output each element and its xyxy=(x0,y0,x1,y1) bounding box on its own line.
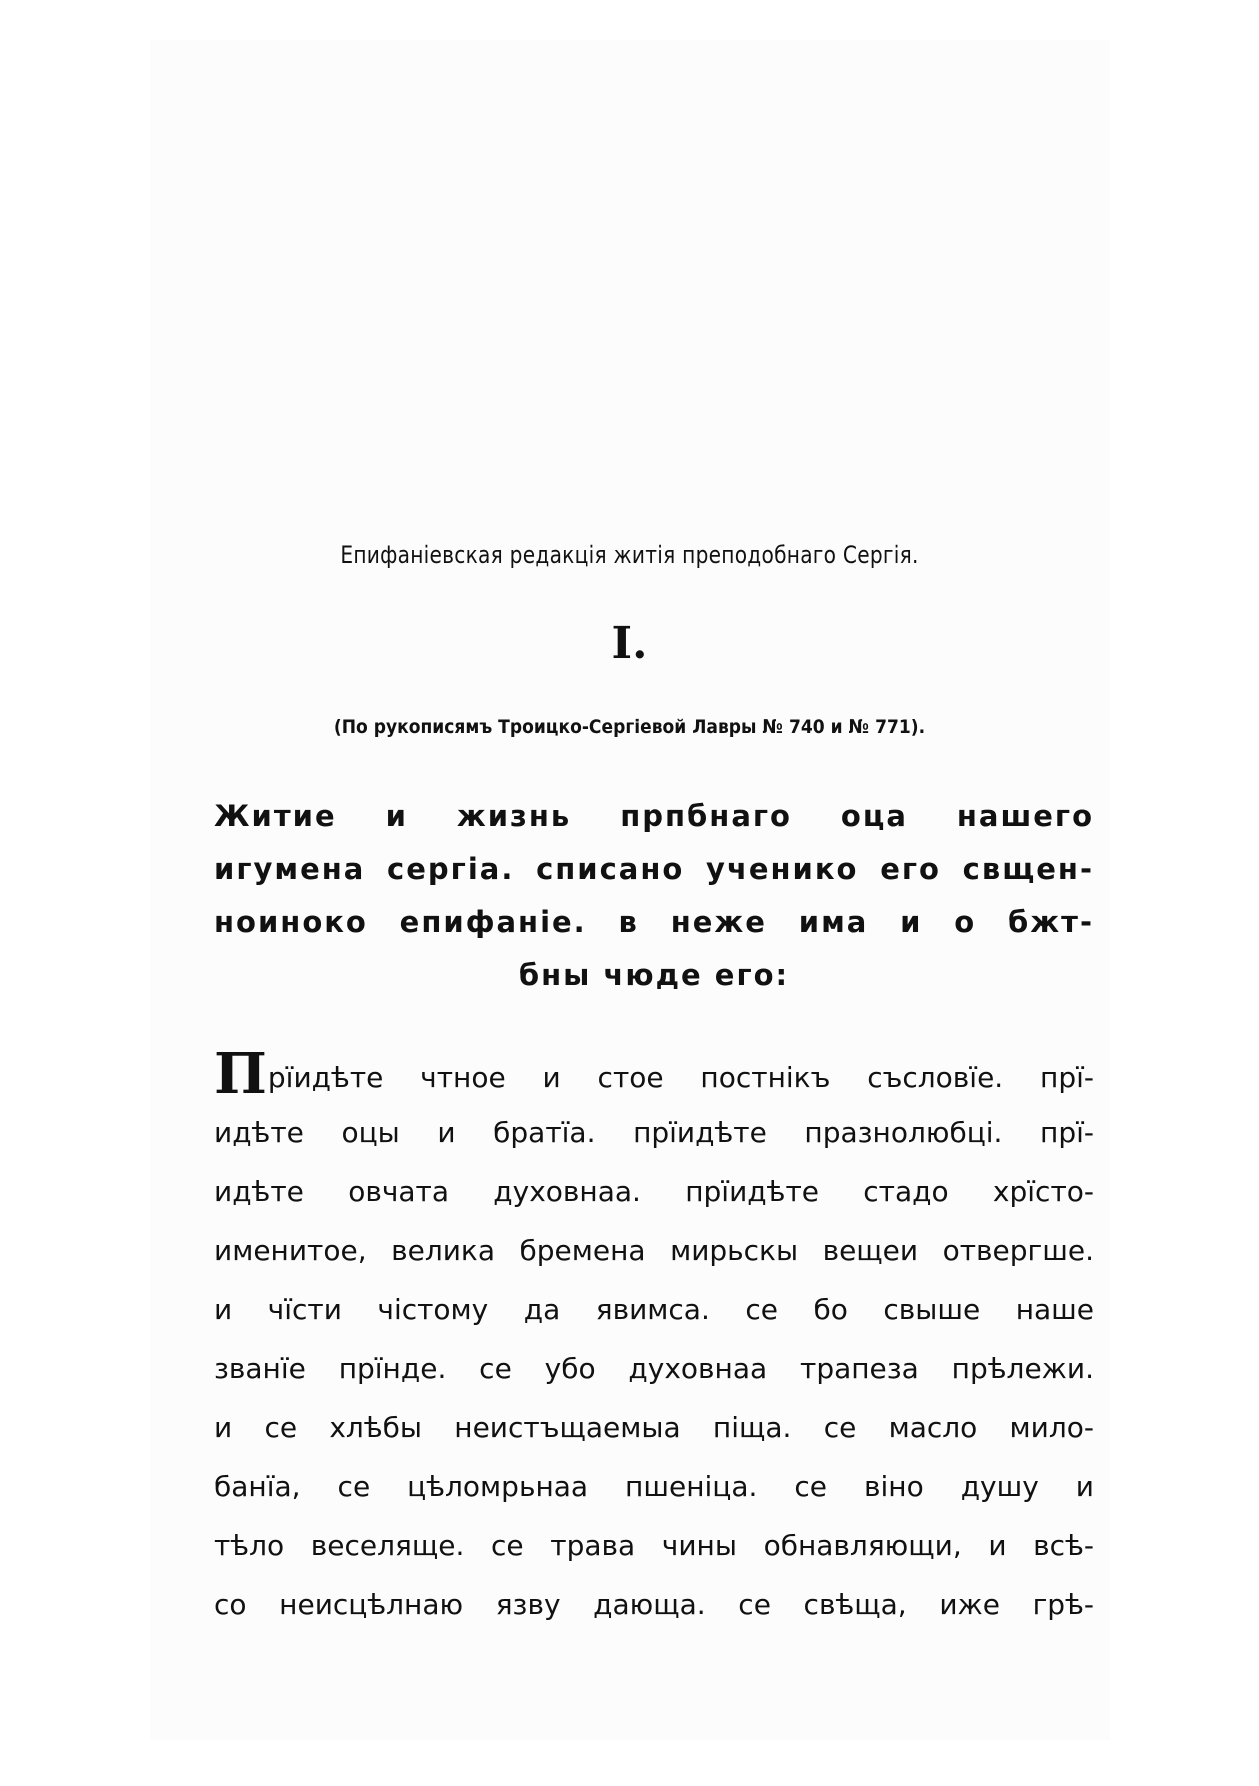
body-line: тѣло веселяще. се трава чины обнавляющи, и всѣ- xyxy=(214,1529,1094,1562)
drop-cap-initial: П xyxy=(214,1041,267,1107)
body-line-text: рїидѣте чтное и стое постнікъ съсловїе. прї- xyxy=(267,1061,1094,1094)
chapter-number: I. xyxy=(611,618,648,669)
heading-line: ноиноко епифаніе. в неже има и о бжт- xyxy=(214,905,1094,939)
heading-line: бны чюде его: xyxy=(518,958,790,992)
body-line: именитое, велика бремена мирьскы вещеи отвергше. xyxy=(214,1234,1094,1267)
source-note: (По рукописямъ Троицко-Сергіевой Лавры № 740 и № 771). xyxy=(333,716,926,738)
heading-line: Житие и жизнь прпбнаго оца нашего xyxy=(214,799,1094,833)
body-line: званїе прїнде. се убо духовнаа трапеза прѣлежи. xyxy=(214,1352,1094,1385)
body-line: и чїсти чістому да явимса. се бо свыше наше xyxy=(214,1293,1094,1326)
heading-line: игумена сергіа. списано ученико его свщен- xyxy=(214,852,1094,886)
body-line: идѣте оцы и братїа. прїидѣте празнолюбці. прї- xyxy=(214,1116,1094,1149)
body-line: со неисцѣлнаю язву дающа. се свѣща, иже грѣ- xyxy=(214,1588,1094,1621)
page-title: Епифаніевская редакція житія преподобнаго Сергія. xyxy=(340,541,919,569)
body-line: идѣте овчата духовнаа. прїидѣте стадо хрїсто- xyxy=(214,1175,1094,1208)
title-heading xyxy=(214,796,1094,992)
body-line: и се хлѣбы неистъщаемыа піща. се масло мило- xyxy=(214,1411,1094,1444)
body-line: банїа, се цѣломрьнаа пшеніца. се віно душу и xyxy=(214,1470,1094,1503)
body-line xyxy=(214,1041,1094,1107)
body-text xyxy=(214,1041,1094,1674)
